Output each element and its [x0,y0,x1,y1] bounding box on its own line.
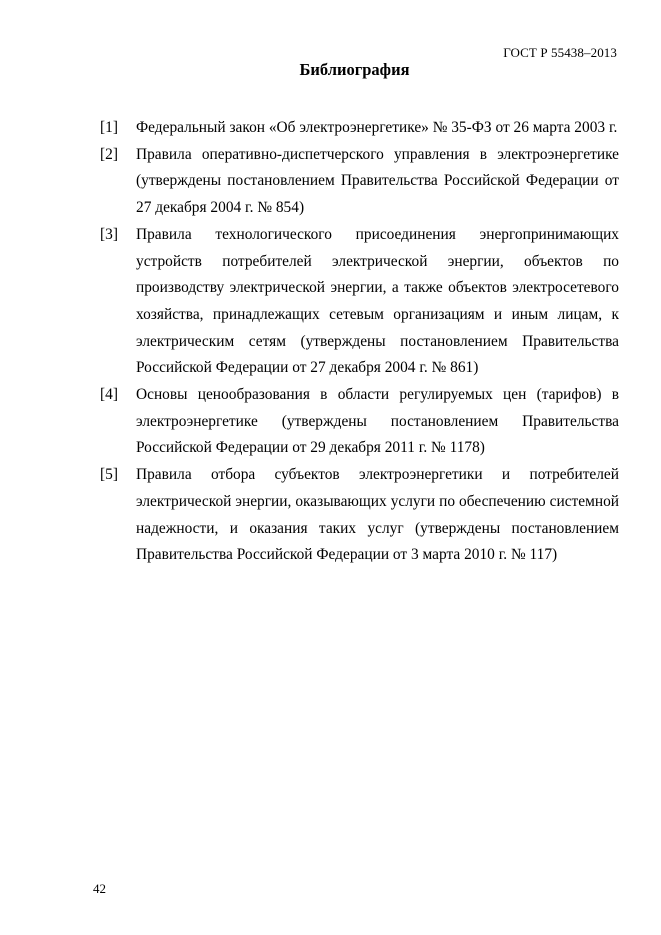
bibliography-entry-3 [100,222,619,382]
bibliography-entry-number: [4] [100,386,118,404]
bibliography-entry-text: Правила отбора субъектов электроэнергетики и потребителей электрической энергии, оказывающих услуги по обеспечению системной надежности, и оказания таких услуг (утверждены постановлением Правительства Российской Федерации от 3 марта 2010 г. № 117) [136,466,619,564]
bibliography-entry-number: [3] [100,225,118,243]
bibliography-entry-5 [100,462,619,569]
bibliography-entry-number: [5] [100,466,118,484]
page-title: Библиография [299,60,410,79]
bibliography-entry-text: Правила технологического присоединения энергопринимающих устройств потребителей электрической энергии, объектов по производству электрической энергии, а также объектов электросетевого хозяйства, принадлежащих сетевым организациям и иным лицам, к электрическим сетям (утверждены постановлением Правительства Российской Федерации от 27 декабря 2004 г. № 861) [136,225,619,377]
page-number: 42 [93,881,106,896]
bibliography-list [100,115,619,569]
bibliography-entry-text: Основы ценообразования в области регулируемых цен (тарифов) в электроэнергетике (утверждены постановлением Правительства Российской Федерации от 29 декабря 2011 г. № 1178) [136,386,619,457]
bibliography-entry-text: Федеральный закон «Об электроэнергетике» № 35-ФЗ от 26 марта 2003 г. [136,119,618,136]
bibliography-entry-text: Правила оперативно-диспетчерского управления в электроэнергетике (утверждены постановлением Правительства Российской Федерации от 27 декабря 2004 г. № 854) [136,145,619,217]
bibliography-entry-number: [1] [100,119,118,136]
bibliography-entry-1 [100,115,619,142]
bibliography-entry-2 [100,142,619,222]
bibliography-entry-4 [100,382,619,462]
bibliography-entry-number: [2] [100,145,118,163]
standard-designation: ГОСТ Р 55438–2013 [503,45,617,60]
